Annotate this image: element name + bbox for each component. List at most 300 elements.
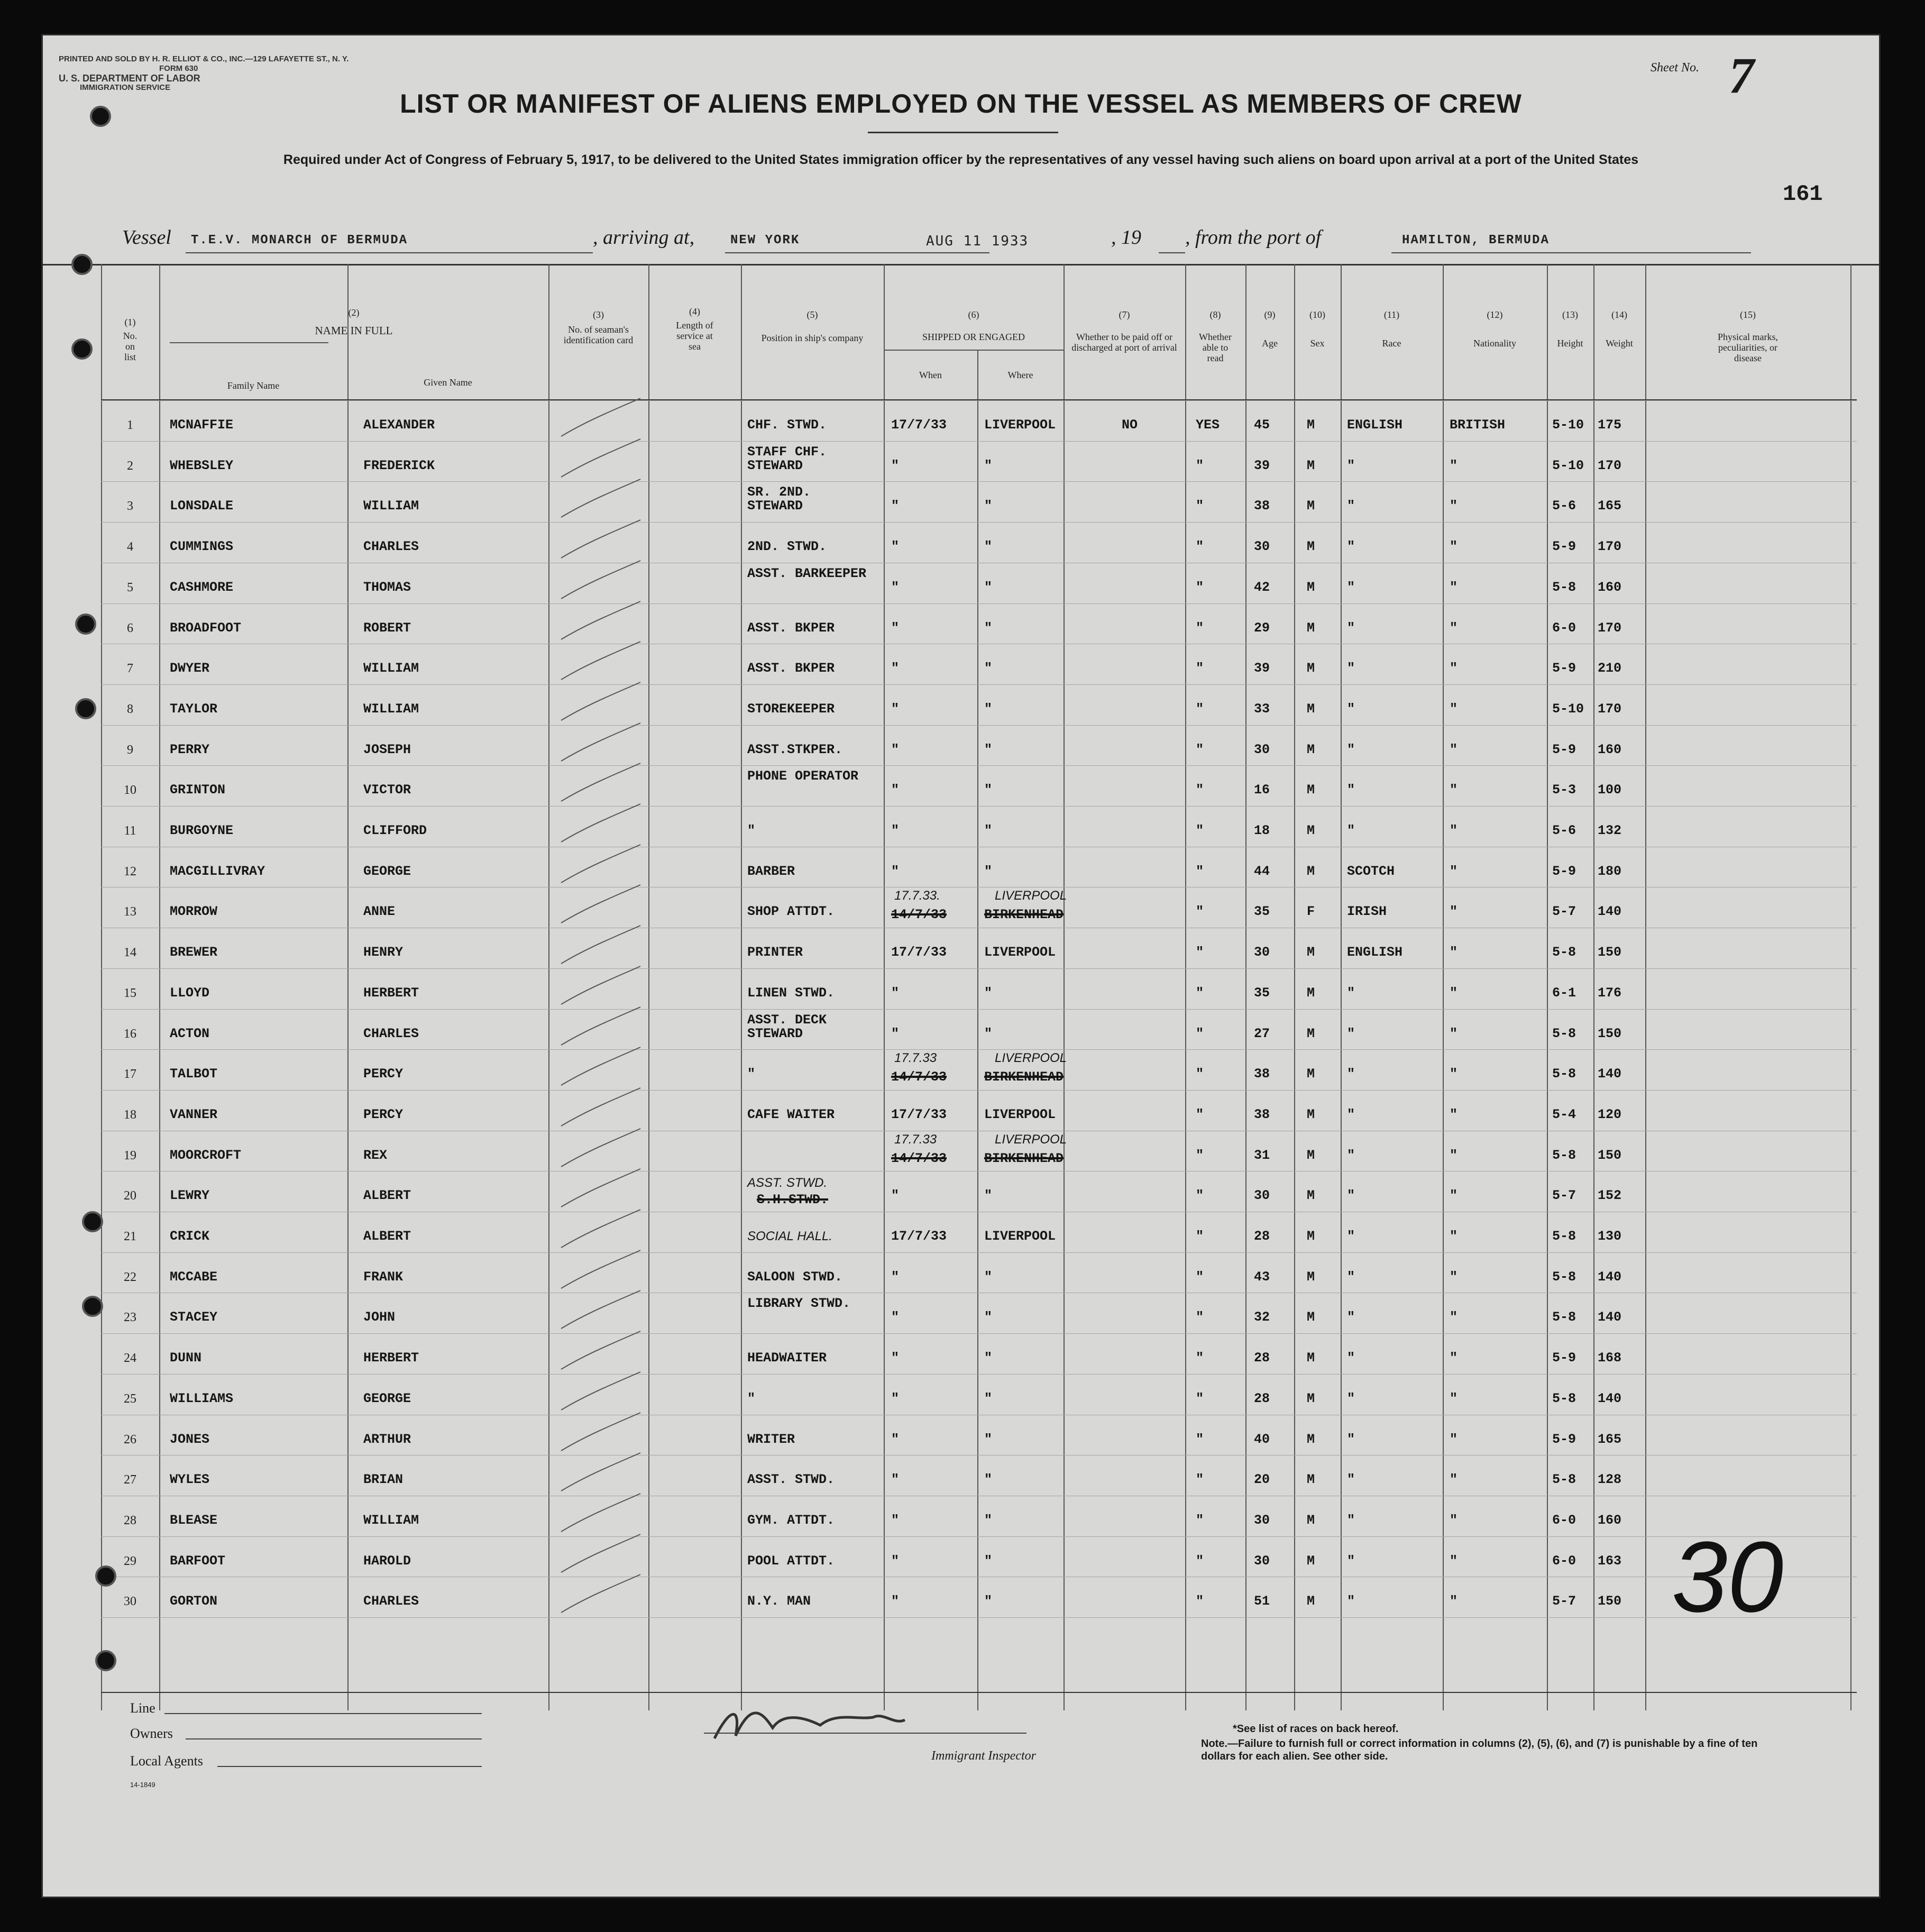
cell-weight: 180 xyxy=(1598,863,1622,879)
cell-sex: M xyxy=(1307,1390,1315,1406)
cell-no: 18 xyxy=(124,1107,136,1122)
department-name: U. S. DEPARTMENT OF LABOR xyxy=(59,73,200,84)
cell-weight: 160 xyxy=(1598,579,1622,595)
cell-position: PHONE OPERATOR xyxy=(747,768,859,784)
cell-where: LIVERPOOL xyxy=(984,945,1056,960)
cell-race: " xyxy=(1347,579,1355,595)
cell-family: DWYER xyxy=(170,661,210,676)
cell-race: SCOTCH xyxy=(1347,863,1395,879)
cell-when: " xyxy=(891,579,900,595)
printer-imprint xyxy=(59,54,349,93)
cell-no: 6 xyxy=(127,621,133,635)
cell-height: 5-6 xyxy=(1552,823,1576,838)
cell-nat: " xyxy=(1450,1472,1458,1488)
cell-age: 28 xyxy=(1254,1229,1270,1244)
page-title: LIST OR MANIFEST OF ALIENS EMPLOYED ON THE VESSEL AS MEMBERS OF CREW xyxy=(400,89,1522,118)
cell-race: IRISH xyxy=(1347,904,1387,920)
family-name-header: Family Name xyxy=(227,380,280,391)
cell-position: POOL ATTDT. xyxy=(747,1553,835,1569)
cell-read: " xyxy=(1196,661,1204,676)
cell-given: CHARLES xyxy=(363,539,419,555)
cell-read: " xyxy=(1196,1147,1204,1163)
cell-read: YES xyxy=(1196,417,1220,433)
cell-sex: M xyxy=(1307,823,1315,838)
cell-where: " xyxy=(984,985,993,1001)
cell-where: " xyxy=(984,579,993,595)
cell-no: 25 xyxy=(124,1391,136,1406)
cell-read: " xyxy=(1196,701,1204,717)
cell-sex: M xyxy=(1307,1188,1315,1204)
cell-when: " xyxy=(891,1350,900,1366)
col-9-title: Age xyxy=(1262,338,1278,349)
cell-given: ALEXANDER xyxy=(363,417,435,433)
cell-weight: 100 xyxy=(1598,782,1622,798)
cell-where-struck: BIRKENHEAD xyxy=(984,1150,1064,1166)
cell-age: 29 xyxy=(1254,620,1270,636)
cell-age: 40 xyxy=(1254,1431,1270,1447)
cell-race: " xyxy=(1347,1431,1355,1447)
col-1-title: No. on list xyxy=(123,331,138,362)
col-8-title: Whether able to read xyxy=(1199,332,1232,363)
cell-nat: " xyxy=(1450,863,1458,879)
cell-sex: M xyxy=(1307,1147,1315,1163)
cell-weight: 170 xyxy=(1598,701,1622,717)
cell-height: 5-7 xyxy=(1552,1188,1576,1204)
cell-nat: " xyxy=(1450,1188,1458,1204)
cell-weight: 150 xyxy=(1598,1147,1622,1163)
given-name-header: Given Name xyxy=(424,377,472,388)
cell-no: 5 xyxy=(127,580,133,594)
cell-age: 31 xyxy=(1254,1147,1270,1163)
cell-when: " xyxy=(891,620,900,636)
cell-where: LIVERPOOL xyxy=(984,417,1056,433)
cell-where: " xyxy=(984,1594,993,1609)
cell-given: FRANK xyxy=(363,1269,404,1285)
cell-given: PERCY xyxy=(363,1106,404,1122)
cell-age: 38 xyxy=(1254,1106,1270,1122)
cell-age: 51 xyxy=(1254,1594,1270,1609)
punch-hole xyxy=(82,1296,103,1317)
cell-race: " xyxy=(1347,1066,1355,1082)
col-5-title: Position in ship's company xyxy=(761,333,864,343)
cell-position: ASST. DECK STEWARD xyxy=(747,1012,827,1041)
cell-position: " xyxy=(747,1390,756,1406)
local-agents-label: Local Agents xyxy=(130,1753,203,1769)
cell-read: " xyxy=(1196,1066,1204,1082)
cell-race: " xyxy=(1347,1106,1355,1122)
cell-no: 13 xyxy=(124,905,136,919)
cell-race: " xyxy=(1347,1147,1355,1163)
cell-no: 8 xyxy=(127,702,133,716)
cell-position: SOCIAL HALL. xyxy=(747,1229,832,1243)
col-2-header xyxy=(159,307,548,336)
cell-height: 5-8 xyxy=(1552,1147,1576,1163)
cell-age: 16 xyxy=(1254,782,1270,798)
cell-when: 17/7/33 xyxy=(891,417,947,433)
cell-when: " xyxy=(891,1472,900,1488)
penalty-note: Note.—Failure to furnish full or correct information in columns (2), (5), (6), and (7) is punishable by a fine of ten dollars for each alien. See other side. xyxy=(1201,1738,1758,1762)
cell-height: 5-6 xyxy=(1552,498,1576,514)
cell-given: VICTOR xyxy=(363,782,411,798)
cell-nat: " xyxy=(1450,579,1458,595)
cell-given: GEORGE xyxy=(363,863,411,879)
cell-sex: M xyxy=(1307,498,1315,514)
cell-weight: 165 xyxy=(1598,1431,1622,1447)
cell-age: 44 xyxy=(1254,863,1270,879)
col-13-title: Height xyxy=(1557,338,1583,349)
cell-where: " xyxy=(984,782,993,798)
col-13-num: (13) xyxy=(1562,309,1578,320)
cell-weight: 140 xyxy=(1598,904,1622,920)
col-7-title: Whether to be paid off or discharged at port of arrival xyxy=(1071,332,1177,353)
cell-race: ENGLISH xyxy=(1347,417,1403,433)
cell-where: " xyxy=(984,741,993,757)
cell-read: " xyxy=(1196,1106,1204,1122)
vessel-info-line xyxy=(122,226,1751,258)
cell-no: 20 xyxy=(124,1189,136,1203)
year-label: , 19 xyxy=(1111,226,1141,249)
cell-nat: " xyxy=(1450,1512,1458,1528)
cell-weight: 140 xyxy=(1598,1269,1622,1285)
col-12-num: (12) xyxy=(1487,309,1503,320)
cell-height: 5-7 xyxy=(1552,904,1576,920)
owners-label: Owners xyxy=(130,1726,173,1741)
cell-read: " xyxy=(1196,1269,1204,1285)
cell-position: 2ND. STWD. xyxy=(747,539,827,555)
cell-position: ASST. BARKEEPER xyxy=(747,565,867,581)
cell-sex: F xyxy=(1307,904,1315,920)
cell-age: 30 xyxy=(1254,1553,1270,1569)
cell-position: ASST. STWD. xyxy=(747,1176,828,1191)
cell-height: 5-8 xyxy=(1552,1390,1576,1406)
cell-where: LIVERPOOL xyxy=(984,1106,1056,1122)
cell-family: MORROW xyxy=(170,904,218,920)
cell-no: 2 xyxy=(127,459,133,473)
cell-when: " xyxy=(891,661,900,676)
arriving-label: , arriving at, xyxy=(593,226,695,249)
cell-race: " xyxy=(1347,701,1355,717)
cell-age: 27 xyxy=(1254,1025,1270,1041)
cell-when: " xyxy=(891,782,900,798)
cell-weight: 170 xyxy=(1598,457,1622,473)
cell-age: 39 xyxy=(1254,457,1270,473)
cell-height: 5-8 xyxy=(1552,1472,1576,1488)
cell-position: ASST. BKPER xyxy=(747,661,835,676)
col-14-header xyxy=(1593,309,1645,349)
cell-family: MCCABE xyxy=(170,1269,218,1285)
col-5-header xyxy=(741,309,884,343)
cell-no: 26 xyxy=(124,1432,136,1446)
cell-where: " xyxy=(984,1512,993,1528)
cell-where: " xyxy=(984,1269,993,1285)
cell-age: 38 xyxy=(1254,498,1270,514)
cell-no: 10 xyxy=(124,783,136,798)
cell-where: " xyxy=(984,701,993,717)
cell-where: " xyxy=(984,1431,993,1447)
cell-nat: " xyxy=(1450,945,1458,960)
service-name: IMMIGRATION SERVICE xyxy=(80,83,171,92)
col-12-header xyxy=(1443,309,1547,349)
cell-height: 5-10 xyxy=(1552,701,1584,717)
cell-no: 4 xyxy=(127,540,133,554)
cell-position: LINEN STWD. xyxy=(747,985,835,1001)
cell-sex: M xyxy=(1307,579,1315,595)
col-1-num: (1) xyxy=(124,317,136,327)
cell-when: " xyxy=(891,863,900,879)
cell-no: 12 xyxy=(124,864,136,878)
cell-no: 11 xyxy=(124,824,136,838)
cell-sex: M xyxy=(1307,539,1315,555)
cell-sex: M xyxy=(1307,863,1315,879)
cell-race: " xyxy=(1347,498,1355,514)
cell-sex: M xyxy=(1307,1025,1315,1041)
cell-sex: M xyxy=(1307,985,1315,1001)
punch-hole xyxy=(71,254,93,275)
cell-given: PERCY xyxy=(363,1066,404,1082)
cell-where-struck: BIRKENHEAD xyxy=(984,1069,1064,1085)
cell-race: " xyxy=(1347,823,1355,838)
col-1-header xyxy=(101,317,159,362)
col-2-title: NAME IN FULL xyxy=(315,324,393,337)
col-14-num: (14) xyxy=(1611,309,1627,320)
cell-when: " xyxy=(891,1269,900,1285)
cell-read: " xyxy=(1196,904,1204,920)
cell-height: 5-10 xyxy=(1552,457,1584,473)
cell-weight: 120 xyxy=(1598,1106,1622,1122)
punch-hole xyxy=(82,1211,103,1232)
cell-no: 7 xyxy=(127,662,133,676)
cell-race: " xyxy=(1347,1350,1355,1366)
cell-race: " xyxy=(1347,1188,1355,1204)
cell-when: " xyxy=(891,701,900,717)
cell-given: CHARLES xyxy=(363,1594,419,1609)
punch-hole xyxy=(95,1650,116,1671)
cell-when-hand: 17.7.33 xyxy=(894,1132,937,1147)
cell-nat: " xyxy=(1450,1431,1458,1447)
cell-age: 35 xyxy=(1254,985,1270,1001)
cell-given: HENRY xyxy=(363,945,404,960)
cell-weight: 150 xyxy=(1598,945,1622,960)
cell-no: 3 xyxy=(127,499,133,514)
col-6-num: (6) xyxy=(968,309,979,320)
col-3-header xyxy=(548,309,648,345)
cell-weight: 140 xyxy=(1598,1390,1622,1406)
cell-race: " xyxy=(1347,1025,1355,1041)
cell-given: BRIAN xyxy=(363,1472,404,1488)
page-subtitle: Required under Act of Congress of February 5, 1917, to be delivered to the United States immigration officer by the representatives of any vessel having such aliens on board upon arrival at a port of the United States xyxy=(283,152,1639,167)
cell-weight: 140 xyxy=(1598,1310,1622,1325)
cell-position: " xyxy=(747,823,756,838)
col-6-header xyxy=(884,309,1064,342)
cell-where-hand: LIVERPOOL xyxy=(995,1132,1067,1147)
cell-when: " xyxy=(891,1512,900,1528)
cell-read: " xyxy=(1196,1025,1204,1041)
cell-age: 39 xyxy=(1254,661,1270,676)
cell-position: BARBER xyxy=(747,863,795,879)
when-header: When xyxy=(919,370,942,380)
cell-height: 5-8 xyxy=(1552,1229,1576,1244)
cell-position: STOREKEEPER xyxy=(747,701,835,717)
col-10-num: (10) xyxy=(1309,309,1325,320)
cell-family: LLOYD xyxy=(170,985,210,1001)
cell-height: 6-0 xyxy=(1552,1553,1576,1569)
cell-family: LONSDALE xyxy=(170,498,234,514)
cell-weight: 163 xyxy=(1598,1553,1622,1569)
col-11-num: (11) xyxy=(1383,309,1400,320)
cell-nat: " xyxy=(1450,904,1458,920)
cell-family: CASHMORE xyxy=(170,579,234,595)
col-11-title: Race xyxy=(1382,338,1401,349)
col-7-header xyxy=(1064,309,1185,353)
cell-given: JOSEPH xyxy=(363,741,411,757)
cell-age: 28 xyxy=(1254,1390,1270,1406)
cell-position: HEADWAITER xyxy=(747,1350,827,1366)
arriving-port: NEW YORK xyxy=(730,233,800,248)
cell-given: GEORGE xyxy=(363,1390,411,1406)
col-9-header xyxy=(1245,309,1294,349)
cell-where-hand: LIVERPOOL xyxy=(995,889,1067,903)
col-8-num: (8) xyxy=(1209,309,1221,320)
cell-given: CLIFFORD xyxy=(363,823,427,838)
cell-when-struck: 14/7/33 xyxy=(891,1069,947,1085)
col-2-num: (2) xyxy=(348,307,360,318)
cell-given: WILLIAM xyxy=(363,1512,419,1528)
where-header: Where xyxy=(1007,370,1033,380)
punch-hole xyxy=(90,106,111,127)
cell-family: CUMMINGS xyxy=(170,539,234,555)
cell-nat: " xyxy=(1450,1390,1458,1406)
cell-nat: " xyxy=(1450,539,1458,555)
vessel-name: T.E.V. MONARCH OF BERMUDA xyxy=(191,233,408,248)
cell-weight: 165 xyxy=(1598,498,1622,514)
cell-height: 6-0 xyxy=(1552,620,1576,636)
cell-position: WRITER xyxy=(747,1431,795,1447)
cell-family: JONES xyxy=(170,1431,210,1447)
cell-age: 38 xyxy=(1254,1066,1270,1082)
total-count-annotation: 30 xyxy=(1672,1521,1784,1633)
cell-where: " xyxy=(984,1472,993,1488)
cell-family: BREWER xyxy=(170,945,218,960)
cell-position: LIBRARY STWD. xyxy=(747,1296,851,1312)
cell-height: 5-3 xyxy=(1552,782,1576,798)
col-4-num: (4) xyxy=(689,306,700,317)
cell-nat: " xyxy=(1450,1147,1458,1163)
cell-no: 9 xyxy=(127,743,133,757)
cell-where: " xyxy=(984,1553,993,1569)
cell-race: " xyxy=(1347,661,1355,676)
cell-nat: " xyxy=(1450,782,1458,798)
sheet-number-label: Sheet No. xyxy=(1651,61,1699,75)
cell-no: 27 xyxy=(124,1473,136,1487)
cell-family: DUNN xyxy=(170,1350,202,1366)
cell-read: " xyxy=(1196,741,1204,757)
cell-where: " xyxy=(984,1310,993,1325)
cell-no: 16 xyxy=(124,1027,136,1041)
col-15-header xyxy=(1645,309,1850,363)
cell-where: " xyxy=(984,1188,993,1204)
cell-sex: M xyxy=(1307,1594,1315,1609)
cell-when: " xyxy=(891,1594,900,1609)
cell-no: 23 xyxy=(124,1311,136,1325)
cell-read: " xyxy=(1196,1512,1204,1528)
cell-family: GRINTON xyxy=(170,782,226,798)
cell-no: 21 xyxy=(124,1230,136,1243)
cell-race: " xyxy=(1347,1553,1355,1569)
cell-position: ASST. BKPER xyxy=(747,620,835,636)
cell-sex: M xyxy=(1307,620,1315,636)
cell-where: " xyxy=(984,457,993,473)
cell-sex: M xyxy=(1307,417,1315,433)
cell-when: 17/7/33 xyxy=(891,1106,947,1122)
cell-nat: " xyxy=(1450,1310,1458,1325)
cell-sex: M xyxy=(1307,1512,1315,1528)
line-label: Line xyxy=(130,1700,155,1716)
cell-family: BARFOOT xyxy=(170,1553,226,1569)
cell-read: " xyxy=(1196,620,1204,636)
col-3-title: No. of seaman's identification card xyxy=(563,324,634,345)
cell-weight: 130 xyxy=(1598,1229,1622,1244)
cell-age: 28 xyxy=(1254,1350,1270,1366)
cell-race: " xyxy=(1347,457,1355,473)
col-4-title: Length of service at sea xyxy=(676,320,713,352)
cell-sex: M xyxy=(1307,1269,1315,1285)
cell-sex: M xyxy=(1307,661,1315,676)
cell-read: " xyxy=(1196,498,1204,514)
cell-when-struck: 14/7/33 xyxy=(891,1150,947,1166)
cell-race: " xyxy=(1347,1229,1355,1244)
cell-weight: 160 xyxy=(1598,1512,1622,1528)
cell-read: " xyxy=(1196,985,1204,1001)
cell-read: " xyxy=(1196,1310,1204,1325)
cell-when: " xyxy=(891,741,900,757)
cell-given: WILLIAM xyxy=(363,701,419,717)
cell-no: 14 xyxy=(124,946,136,960)
cell-weight: 176 xyxy=(1598,985,1622,1001)
cell-nat: " xyxy=(1450,701,1458,717)
cell-read: " xyxy=(1196,539,1204,555)
cell-no: 30 xyxy=(124,1595,136,1609)
cell-weight: 170 xyxy=(1598,620,1622,636)
cell-when: 17/7/33 xyxy=(891,945,947,960)
sheet-number: 7 xyxy=(1729,47,1754,104)
cell-race: " xyxy=(1347,620,1355,636)
cell-age: 43 xyxy=(1254,1269,1270,1285)
cell-age: 42 xyxy=(1254,579,1270,595)
cell-height: 5-9 xyxy=(1552,863,1576,879)
cell-position: CHF. STWD. xyxy=(747,417,827,433)
cell-nat: " xyxy=(1450,1229,1458,1244)
col-3-num: (3) xyxy=(593,309,604,320)
cell-given: WILLIAM xyxy=(363,498,419,514)
cell-read: " xyxy=(1196,1390,1204,1406)
cell-height: 6-1 xyxy=(1552,985,1576,1001)
cell-position: ASST. STWD. xyxy=(747,1472,835,1488)
cell-race: " xyxy=(1347,782,1355,798)
cell-given: ALBERT xyxy=(363,1229,411,1244)
cell-given: THOMAS xyxy=(363,579,411,595)
cell-family: MOORCROFT xyxy=(170,1147,242,1163)
cell-position: SHOP ATTDT. xyxy=(747,904,835,920)
col-7-num: (7) xyxy=(1119,309,1130,320)
cell-when: " xyxy=(891,1390,900,1406)
cell-height: 5-9 xyxy=(1552,741,1576,757)
cell-weight: 152 xyxy=(1598,1188,1622,1204)
col-8-header xyxy=(1185,309,1245,363)
cell-height: 5-9 xyxy=(1552,539,1576,555)
races-note: *See list of races on back hereof. xyxy=(1233,1723,1399,1735)
cell-position: ASST.STKPER. xyxy=(747,741,843,757)
col-6-title: SHIPPED OR ENGAGED xyxy=(922,332,1025,342)
